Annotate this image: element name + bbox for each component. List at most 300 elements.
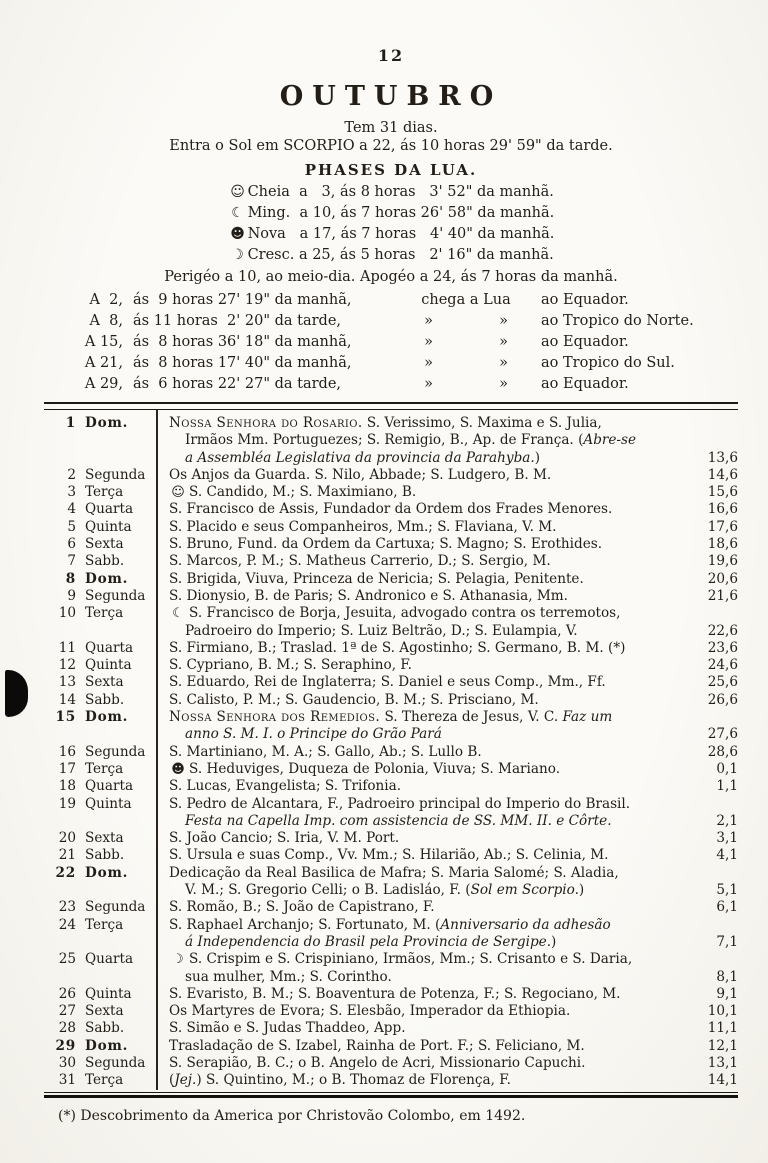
saints-line [169,744,692,761]
saints-text [157,1003,692,1020]
saints-line [169,484,692,501]
table-row [44,899,738,916]
day-number: 15 [55,709,76,726]
moon-age: 6,1 [716,899,738,916]
sun-sign-line: Entra o Sol em SCORPIO a 22, ás 10 horas 29' 59" da tarde. [169,138,613,154]
moon-phase-text: Ming. a 10, ás 7 horas 26' 58" da manhã. [247,205,555,221]
saints-segment: S. Crispim e S. Crispiniano, Irmãos, Mm.; S. Crisanto e S. Daria, [189,951,633,968]
waning-moon-icon: ☾ [231,205,244,221]
saints-line [169,951,692,968]
moon-age: 14,1 [707,1072,738,1089]
table-row [44,1020,738,1037]
weekday-label: Dom. [85,570,129,587]
saints-segment: Faz um [562,709,613,726]
saints-text [157,536,692,553]
saints-segment: Jej. [174,1072,197,1089]
table-row [44,536,738,553]
saints-text [157,761,692,778]
day-number: 23 [58,899,76,916]
moon-age: 12,1 [707,1037,738,1054]
table-row [44,484,738,501]
saints-line [169,674,692,691]
weekday-label: Terça [85,916,124,933]
weekday-label: Sexta [85,1003,124,1020]
saints-text [157,830,692,847]
saints-text [157,605,692,640]
day-number: 4 [67,501,76,518]
moon-phase-line [228,245,555,266]
moon-age: 22,6 [707,622,738,639]
saints-line [169,934,692,951]
moon-age: 26,6 [707,691,738,708]
saints-segment: ( [169,1072,175,1089]
saints-line [169,917,692,934]
days-count-line: Tem 31 dias. [344,120,438,136]
saints-text [157,951,692,986]
saints-line [169,571,692,588]
day-number: 18 [58,778,76,795]
table-row [44,865,738,900]
table-row [44,1003,738,1020]
saints-line [169,969,692,986]
saints-segment: S. Candido, M.; S. Maximiano, B. [189,484,417,501]
saints-segment: ) [578,882,585,899]
saints-line [169,553,692,570]
moon-phase-line [228,182,555,203]
moon-phases-heading: PHASES DA LUA. [304,161,478,179]
saints-segment: S. Heduviges, Duqueza de Polonia, Viuva; S. Mariano. [189,760,561,777]
saints-text [157,744,692,761]
saints-segment: S. Martiniano, M. A.; S. Gallo, Ab.; S. Lullo B. [169,743,482,760]
saints-text [157,467,692,484]
saints-text [157,1055,692,1072]
track-ditto [391,353,541,374]
day-number: 11 [58,639,76,656]
day-number: 7 [67,553,76,570]
table-row [44,951,738,986]
track-time: ás 11 horas 2' 20" da tarde, [133,313,342,329]
moon-age: 16,6 [707,501,738,518]
weekday-label: Quarta [85,501,134,518]
saints-text [157,1072,692,1089]
table-row [44,640,738,657]
day-number: 5 [67,518,76,535]
saints-text [157,796,692,831]
saints-line [169,467,692,484]
saints-line [169,640,692,657]
full-moon-icon: ☺ [171,485,185,501]
saints-segment: ) S. Quintino, M.; o B. Thomaz de Florença, F. [196,1072,511,1089]
perigee-apogee-line: Perigéo a 10, ao meio-dia. Apogéo a 24, ás 7 horas da manhã. [164,269,618,285]
moon-track-row [71,311,711,332]
saints-text [157,657,692,674]
moon-phases-list [228,182,555,266]
saints-text [157,1038,692,1055]
saints-segment: S. Simão e S. Judas Thaddeo, App. [169,1020,406,1037]
saints-segment: S. Calisto, P. M.; S. Gaudencio, B. M.; S. Prisciano, M. [169,691,539,708]
weekday-label: Dom. [85,709,129,726]
saints-segment: ) [534,449,541,466]
crescent-moon-icon: ☽ [231,247,244,263]
day-number: 2 [67,466,76,483]
ink-blot-mark [5,670,28,717]
saints-segment: S. Ursula e suas Comp., Vv. Mm.; S. Hilarião, Ab.; S. Celinia, M. [169,847,609,864]
weekday-label: Quinta [85,795,132,812]
moon-age: 24,6 [707,657,738,674]
saints-text [157,692,692,709]
saints-line [169,830,692,847]
saints-segment: ) [551,933,557,950]
saints-segment: S. Marcos, P. M.; S. Matheus Carrerio, D.; S. Sergio, M. [169,553,551,570]
saints-line [169,692,692,709]
moon-phase-text: Cheia a 3, ás 8 horas 3' 52" da manhã. [247,184,554,200]
saints-line [169,847,692,864]
weekday-label: Terça [85,605,124,622]
table-row [44,571,738,588]
saints-segment: sua mulher, Mm.; S. Corintho. [185,968,392,985]
moon-age: 13,1 [707,1054,738,1071]
new-moon-icon: ☻ [171,761,185,777]
weekday-label: Quinta [85,985,132,1002]
saints-text [157,415,692,467]
saints-segment: Festa na Capella Imp. com assistencia de SS. MM. II. e Côrte. [185,812,612,829]
track-place: ao Tropico do Norte. [541,313,694,329]
saints-segment: Os Anjos da Guarda. S. Nilo, Abbade; S. Ludgero, B. M. [169,466,552,483]
weekday-label: Dom. [85,415,129,431]
ditto-mark: » [499,334,508,350]
track-place: ao Tropico do Sul. [541,355,675,371]
saints-line [169,1072,692,1089]
saints-line [169,761,692,778]
saints-segment: Nossa Senhora do Rosario. [169,415,363,431]
ditto-mark: » [424,376,433,392]
saints-segment: S. Placido e seus Companheiros, Mm.; S. Flaviana, V. M. [169,518,557,535]
saints-segment: Nossa Senhora dos Remedios. [169,709,381,726]
moon-track [71,290,711,395]
moon-age: 17,6 [707,518,738,535]
moon-phases-section [44,182,738,266]
saints-segment: S. Dionysio, B. de Paris; S. Andronico e S. Athanasia, Mm. [169,587,568,604]
day-number: 25 [58,951,76,968]
saints-text [157,1020,692,1037]
day-number: 28 [58,1020,76,1037]
weekday-label: Sexta [85,536,124,553]
saints-text [157,484,692,501]
moon-age: 15,6 [707,484,738,501]
table-row [44,553,738,570]
saints-line [169,501,692,518]
table-row [44,778,738,795]
table-row [44,1055,738,1072]
moon-track-row [71,374,711,395]
table-row [44,415,738,467]
moon-phase-line [228,203,555,224]
ditto-mark: » [424,313,433,329]
moon-age: 11,1 [707,1020,738,1037]
month-title: OUTUBRO [279,81,503,112]
saints-line [169,1055,692,1072]
saints-line [169,709,692,726]
track-place: ao Equador. [541,376,629,392]
moon-age: 28,6 [707,743,738,760]
saints-segment: S. Bruno, Fund. da Ordem da Cartuxa; S. Magno; S. Erothides. [169,536,603,553]
saints-segment: S. Francisco de Assis, Fundador da Ordem dos Frades Menores. [169,501,613,518]
moon-phase-line [228,224,555,245]
day-number: 12 [58,657,76,674]
day-number: 3 [67,484,76,501]
weekday-label: Sabb. [85,847,125,864]
weekday-label: Segunda [85,743,146,760]
track-ditto [391,290,541,311]
saints-text [157,847,692,864]
track-place: ao Equador. [541,292,629,308]
day-number: 10 [58,605,76,622]
weekday-label: Segunda [85,587,146,604]
saints-text [157,571,692,588]
weekday-label: Segunda [85,899,146,916]
day-number: 29 [55,1037,76,1054]
track-day: A 8, [89,313,123,329]
track-ditto [391,311,541,332]
track-time: ás 8 horas 36' 18" da manhã, [133,334,352,350]
saints-line [169,536,692,553]
saints-segment: S. Brigida, Viuva, Princeza de Nericia; S. Pelagia, Penitente. [169,570,584,587]
saints-line [169,432,692,449]
table-row [44,986,738,1003]
saints-segment: S. Cypriano, B. M.; S. Seraphino, F. [169,657,413,674]
ditto-mark: » [424,334,433,350]
moon-age: 0,1 [716,760,738,777]
moon-track-row [71,332,711,353]
table-row [44,467,738,484]
day-number: 17 [58,760,76,777]
weekday-label: Quinta [85,657,132,674]
saints-line [169,882,692,899]
saints-segment: S. Raphael Archanjo; S. Fortunato, M. ( [169,916,441,933]
weekday-label: Sabb. [85,1020,125,1037]
saints-line [169,657,692,674]
saints-text [157,778,692,795]
weekday-label: Terça [85,484,124,501]
track-day: A 29, [84,376,123,392]
saints-text [157,709,692,744]
table-row [44,709,738,744]
waning-moon-icon: ☾ [172,606,184,622]
moon-age: 21,6 [707,587,738,604]
day-number: 22 [55,864,76,881]
table-row [44,692,738,709]
saints-segment: S. Francisco de Borja, Jesuita, advogado contra os terremotos, [189,605,621,622]
table-top-rule [44,402,738,410]
moon-age: 9,1 [716,985,738,1002]
weekday-label: Terça [85,760,124,777]
weekday-label: Sexta [85,830,124,847]
table-row [44,674,738,691]
day-number: 31 [58,1072,76,1089]
track-ditto [391,332,541,353]
table-row [44,501,738,518]
moon-age: 2,1 [716,812,738,829]
moon-age: 20,6 [707,570,738,587]
track-day: A 2, [89,292,123,308]
day-number: 26 [58,985,76,1002]
table-row [44,1072,738,1089]
table-bottom-rule [44,1092,738,1098]
saints-line [169,778,692,795]
day-number: 21 [58,847,76,864]
saints-segment: Anniversario da adhesão [440,916,611,933]
ditto-mark: » [499,313,508,329]
day-number: 19 [58,795,76,812]
track-ditto [391,374,541,395]
weekday-label: Sabb. [85,553,125,570]
ditto-mark: » [424,355,433,371]
saints-segment: Dedicação da Real Basilica de Mafra; S. Maria Salomé; S. Aladia, [169,864,619,881]
saints-segment: S. Eduardo, Rei de Inglaterra; S. Daniel e seus Comp., Mm., Ff. [169,674,606,691]
ditto-mark: » [499,355,508,371]
table-row [44,847,738,864]
moon-age: 4,1 [716,847,738,864]
moon-phase-text: Nova a 17, ás 7 horas 4' 40" da manhã. [247,226,555,242]
track-day: A 21, [84,355,123,371]
saints-segment: S. Verissimo, S. Maxima e S. Julia, [362,415,602,431]
moon-age: 10,1 [707,1003,738,1020]
day-number: 14 [58,691,76,708]
footnote: (*) Descobrimento da America por Christovão Colombo, em 1492. [58,1107,526,1124]
day-number: 13 [58,674,76,691]
day-number: 6 [67,536,76,553]
moon-age: 13,6 [707,449,738,466]
saints-segment: a Assembléa Legislativa da provincia da Parahyba. [185,449,535,466]
table-row [44,761,738,778]
table-row [44,1038,738,1055]
saints-segment: S. Romão, B.; S. João de Capistrano, F. [169,899,435,916]
moon-track-row [71,290,711,311]
saints-text [157,865,692,900]
moon-phase-text: Cresc. a 25, ás 5 horas 2' 16" da manhã. [247,247,554,263]
saints-line [169,986,692,1003]
table-row [44,744,738,761]
day-number: 24 [58,916,76,933]
track-time: ás 8 horas 17' 40" da manhã, [133,355,352,371]
table-row [44,830,738,847]
saints-segment: á Independencia do Brasil pela Provincia de Sergipe. [185,933,552,950]
track-day: A 15, [84,334,123,350]
saints-segment: Sol em Scorpio. [470,882,579,899]
saints-text [157,519,692,536]
track-place: ao Equador. [541,334,629,350]
saints-segment: Abre-se [583,432,637,449]
weekday-label: Dom. [85,864,129,881]
day-number: 20 [58,830,76,847]
saints-line [169,450,692,467]
crescent-moon-icon: ☽ [172,952,184,968]
track-time: ás 9 horas 27' 19" da manhã, [133,292,352,308]
saints-segment: Os Martyres de Evora; S. Elesbão, Imperador da Ethiopia. [169,1003,571,1020]
table-row [44,519,738,536]
saints-segment: S. Firmiano, B.; Traslad. 1ª de S. Agostinho; S. Germano, B. M. (*) [169,639,626,656]
moon-age: 19,6 [707,553,738,570]
weekday-label: Quarta [85,778,134,795]
saints-text [157,501,692,518]
saints-line [169,588,692,605]
saints-line [169,605,692,622]
weekday-label: Segunda [85,1054,146,1071]
page-number: 12 [377,46,405,65]
day-number: 16 [58,743,76,760]
saints-line [169,899,692,916]
saints-line [169,1020,692,1037]
table-row [44,588,738,605]
saints-segment: S. Pedro de Alcantara, F., Padroeiro principal do Imperio do Brasil. [169,795,631,812]
saints-segment: Padroeiro do Imperio; S. Luiz Beltrão, D.; S. Eulampia, V. [185,622,578,639]
saints-line [169,623,692,640]
weekday-label: Quarta [85,951,134,968]
day-number: 8 [65,570,76,587]
track-time: ás 6 horas 22' 27" da tarde, [133,376,342,392]
day-number: 30 [58,1054,76,1071]
moon-age: 18,6 [707,536,738,553]
saints-line [169,1003,692,1020]
saints-segment: S. Lucas, Evangelista; S. Trifonia. [169,778,402,795]
saints-text [157,588,692,605]
saints-segment: Trasladação de S. Izabel, Rainha de Port. F.; S. Feliciano, M. [169,1037,585,1054]
saints-segment: S. João Cancio; S. Iria, V. M. Port. [169,830,400,847]
day-number: 9 [67,587,76,604]
moon-age: 23,6 [707,639,738,656]
saints-line [169,415,692,432]
moon-age: 25,6 [707,674,738,691]
weekday-label: Sexta [85,674,124,691]
saints-text [157,986,692,1003]
saints-line [169,796,692,813]
ditto-mark: chega a Lua [421,292,511,308]
moon-age: 27,6 [707,726,738,743]
saints-line [169,865,692,882]
table-row [44,917,738,952]
saints-text [157,674,692,691]
table-row [44,796,738,831]
moon-age: 3,1 [716,830,738,847]
new-moon-icon: ☻ [230,226,245,242]
saints-segment: S. Evaristo, B. M.; S. Boaventura de Potenza, F.; S. Regociano, M. [169,985,621,1002]
weekday-label: Quinta [85,518,132,535]
weekday-label: Sabb. [85,691,125,708]
table-row [44,657,738,674]
saints-text [157,899,692,916]
moon-age: 14,6 [707,466,738,483]
saints-segment: S. Thereza de Jesus, V. C. [380,709,563,726]
moon-age: 5,1 [716,882,738,899]
moon-age: 8,1 [716,968,738,985]
table-row [44,605,738,640]
saints-text [157,553,692,570]
moon-age: 7,1 [716,933,738,950]
moon-age: 1,1 [716,778,738,795]
weekday-label: Terça [85,1072,124,1089]
saints-segment: anno S. M. I. o Principe do Grão Pará [185,726,442,743]
day-number: 27 [58,1003,76,1020]
saints-segment: V. M.; S. Gregorio Celli; o B. Ladisláo, F. ( [185,882,471,899]
weekday-label: Quarta [85,639,134,656]
saints-text [157,917,692,952]
day-number: 1 [65,415,76,431]
full-moon-icon: ☺ [230,184,245,200]
saints-line [169,813,692,830]
saints-line [169,519,692,536]
weekday-label: Dom. [85,1037,129,1054]
saints-segment: Irmãos Mm. Portuguezes; S. Remigio, B., Ap. de França. ( [185,432,584,449]
